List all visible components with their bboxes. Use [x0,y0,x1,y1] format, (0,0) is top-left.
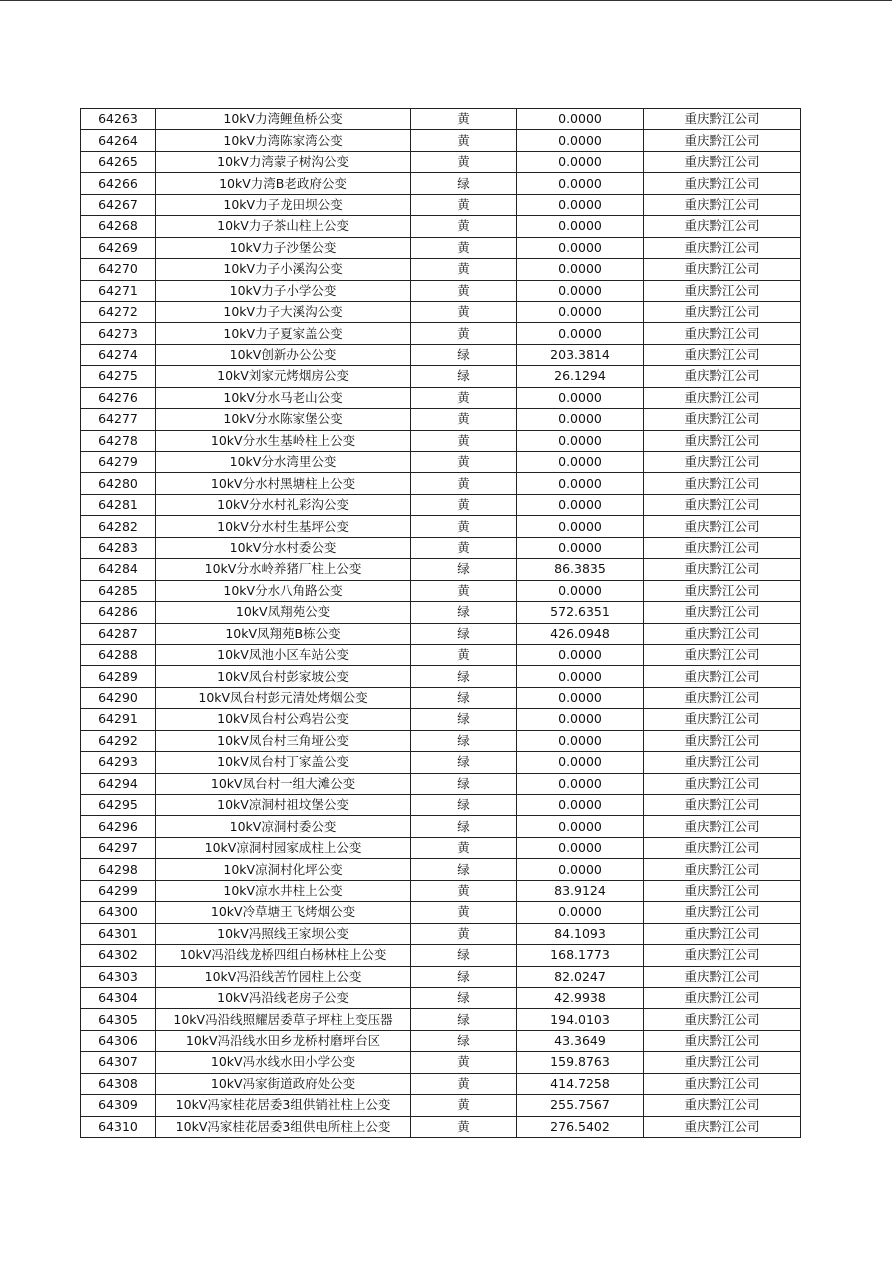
company-cell: 重庆黔江公司 [644,473,801,494]
row-id-cell: 64263 [81,109,156,130]
status-color-cell: 绿 [411,623,517,644]
transformer-name-cell: 10kV力子夏家盖公变 [156,323,411,344]
transformer-name-cell: 10kV分水湾里公变 [156,452,411,473]
row-id-cell: 64308 [81,1073,156,1094]
value-cell: 0.0000 [517,859,644,880]
company-cell: 重庆黔江公司 [644,173,801,194]
row-id-cell: 64309 [81,1095,156,1116]
table-row [81,923,801,944]
row-id-cell: 64293 [81,752,156,773]
value-cell: 0.0000 [517,837,644,858]
table-row [81,494,801,515]
status-color-cell: 黄 [411,880,517,901]
value-cell: 0.0000 [517,709,644,730]
table-row [81,409,801,430]
transformer-name-cell: 10kV力子小溪沟公变 [156,259,411,280]
transformer-name-cell: 10kV冯家桂花居委3组供电所柱上公变 [156,1116,411,1137]
company-cell: 重庆黔江公司 [644,644,801,665]
value-cell: 0.0000 [517,173,644,194]
transformer-name-cell: 10kV凉洞村委公变 [156,816,411,837]
status-color-cell: 绿 [411,795,517,816]
company-cell: 重庆黔江公司 [644,859,801,880]
status-color-cell: 绿 [411,559,517,580]
table-row [81,837,801,858]
value-cell: 42.9938 [517,987,644,1008]
transformer-name-cell: 10kV分水马老山公变 [156,387,411,408]
row-id-cell: 64296 [81,816,156,837]
company-cell: 重庆黔江公司 [644,559,801,580]
transformer-name-cell: 10kV力湾蒙子树沟公变 [156,151,411,172]
company-cell: 重庆黔江公司 [644,194,801,215]
company-cell: 重庆黔江公司 [644,923,801,944]
status-color-cell: 黄 [411,323,517,344]
company-cell: 重庆黔江公司 [644,409,801,430]
value-cell: 0.0000 [517,387,644,408]
row-id-cell: 64287 [81,623,156,644]
value-cell: 0.0000 [517,280,644,301]
company-cell: 重庆黔江公司 [644,151,801,172]
value-cell: 0.0000 [517,644,644,665]
row-id-cell: 64291 [81,709,156,730]
row-id-cell: 64285 [81,580,156,601]
company-cell: 重庆黔江公司 [644,280,801,301]
table-row [81,1116,801,1137]
table-row [81,130,801,151]
row-id-cell: 64307 [81,1052,156,1073]
table-row [81,902,801,923]
status-color-cell: 黄 [411,494,517,515]
row-id-cell: 64266 [81,173,156,194]
company-cell: 重庆黔江公司 [644,1009,801,1030]
table-row [81,880,801,901]
row-id-cell: 64269 [81,237,156,258]
value-cell: 159.8763 [517,1052,644,1073]
table-row [81,430,801,451]
status-color-cell: 黄 [411,301,517,322]
table-row [81,623,801,644]
transformer-name-cell: 10kV凤翔苑公变 [156,602,411,623]
value-cell: 414.7258 [517,1073,644,1094]
value-cell: 194.0103 [517,1009,644,1030]
status-color-cell: 黄 [411,1095,517,1116]
value-cell: 0.0000 [517,452,644,473]
table-row [81,473,801,494]
table-row [81,559,801,580]
value-cell: 43.3649 [517,1030,644,1051]
row-id-cell: 64280 [81,473,156,494]
transformer-name-cell: 10kV冯沿线老房子公变 [156,987,411,1008]
table-row [81,966,801,987]
transformer-name-cell: 10kV力湾B老政府公变 [156,173,411,194]
company-cell: 重庆黔江公司 [644,494,801,515]
transformer-name-cell: 10kV凤翔苑B栋公变 [156,623,411,644]
table-row [81,816,801,837]
table-row [81,516,801,537]
company-cell: 重庆黔江公司 [644,945,801,966]
table-row [81,644,801,665]
status-color-cell: 绿 [411,709,517,730]
table-row [81,323,801,344]
transformer-name-cell: 10kV凤池小区车站公变 [156,644,411,665]
row-id-cell: 64286 [81,602,156,623]
row-id-cell: 64279 [81,452,156,473]
value-cell: 84.1093 [517,923,644,944]
value-cell: 0.0000 [517,430,644,451]
status-color-cell: 黄 [411,151,517,172]
row-id-cell: 64305 [81,1009,156,1030]
value-cell: 0.0000 [517,130,644,151]
transformer-name-cell: 10kV力子龙田坝公变 [156,194,411,215]
value-cell: 0.0000 [517,580,644,601]
company-cell: 重庆黔江公司 [644,452,801,473]
table-row [81,366,801,387]
table-row [81,666,801,687]
row-id-cell: 64268 [81,216,156,237]
transformer-name-cell: 10kV分水岭养猪厂柱上公变 [156,559,411,580]
transformer-table [80,108,801,1138]
table-row [81,752,801,773]
value-cell: 0.0000 [517,730,644,751]
status-color-cell: 黄 [411,473,517,494]
table-row [81,109,801,130]
value-cell: 0.0000 [517,494,644,515]
status-color-cell: 绿 [411,773,517,794]
company-cell: 重庆黔江公司 [644,687,801,708]
transformer-name-cell: 10kV分水村礼彩沟公变 [156,494,411,515]
transformer-name-cell: 10kV刘家元烤烟房公变 [156,366,411,387]
row-id-cell: 64282 [81,516,156,537]
company-cell: 重庆黔江公司 [644,602,801,623]
company-cell: 重庆黔江公司 [644,773,801,794]
status-color-cell: 绿 [411,1030,517,1051]
value-cell: 0.0000 [517,301,644,322]
company-cell: 重庆黔江公司 [644,216,801,237]
status-color-cell: 绿 [411,366,517,387]
company-cell: 重庆黔江公司 [644,902,801,923]
status-color-cell: 黄 [411,452,517,473]
transformer-name-cell: 10kV冯照线王家坝公变 [156,923,411,944]
transformer-name-cell: 10kV力湾鲤鱼桥公变 [156,109,411,130]
row-id-cell: 64297 [81,837,156,858]
table-row [81,1009,801,1030]
status-color-cell: 绿 [411,1009,517,1030]
transformer-name-cell: 10kV力子沙堡公变 [156,237,411,258]
company-cell: 重庆黔江公司 [644,623,801,644]
transformer-name-cell: 10kV分水村黑塘柱上公变 [156,473,411,494]
value-cell: 0.0000 [517,194,644,215]
table-row [81,859,801,880]
company-cell: 重庆黔江公司 [644,366,801,387]
transformer-name-cell: 10kV冯水线水田小学公变 [156,1052,411,1073]
row-id-cell: 64288 [81,644,156,665]
transformer-name-cell: 10kV冯沿线照耀居委草子坪柱上变压器 [156,1009,411,1030]
company-cell: 重庆黔江公司 [644,1073,801,1094]
company-cell: 重庆黔江公司 [644,109,801,130]
status-color-cell: 绿 [411,859,517,880]
row-id-cell: 64271 [81,280,156,301]
transformer-name-cell: 10kV凉洞村化坪公变 [156,859,411,880]
table-row [81,709,801,730]
company-cell: 重庆黔江公司 [644,130,801,151]
table-row [81,280,801,301]
company-cell: 重庆黔江公司 [644,987,801,1008]
company-cell: 重庆黔江公司 [644,816,801,837]
row-id-cell: 64274 [81,344,156,365]
transformer-name-cell: 10kV分水生基岭柱上公变 [156,430,411,451]
transformer-name-cell: 10kV冯沿线龙桥四组白杨林柱上公变 [156,945,411,966]
status-color-cell: 绿 [411,945,517,966]
row-id-cell: 64302 [81,945,156,966]
status-color-cell: 黄 [411,430,517,451]
company-cell: 重庆黔江公司 [644,730,801,751]
value-cell: 0.0000 [517,109,644,130]
transformer-name-cell: 10kV凤台村彭元清处烤烟公变 [156,687,411,708]
table-row [81,194,801,215]
transformer-name-cell: 10kV力子大溪沟公变 [156,301,411,322]
table-row [81,151,801,172]
status-color-cell: 黄 [411,1052,517,1073]
row-id-cell: 64298 [81,859,156,880]
transformer-name-cell: 10kV分水村生基坪公变 [156,516,411,537]
value-cell: 26.1294 [517,366,644,387]
status-color-cell: 黄 [411,923,517,944]
table-row [81,173,801,194]
row-id-cell: 64304 [81,987,156,1008]
value-cell: 0.0000 [517,473,644,494]
company-cell: 重庆黔江公司 [644,837,801,858]
row-id-cell: 64270 [81,259,156,280]
transformer-name-cell: 10kV力子小学公变 [156,280,411,301]
status-color-cell: 绿 [411,666,517,687]
value-cell: 0.0000 [517,259,644,280]
status-color-cell: 绿 [411,752,517,773]
table-row [81,730,801,751]
row-id-cell: 64292 [81,730,156,751]
company-cell: 重庆黔江公司 [644,537,801,558]
status-color-cell: 黄 [411,109,517,130]
row-id-cell: 64301 [81,923,156,944]
company-cell: 重庆黔江公司 [644,516,801,537]
table-row [81,795,801,816]
row-id-cell: 64289 [81,666,156,687]
row-id-cell: 64281 [81,494,156,515]
row-id-cell: 64299 [81,880,156,901]
table-row [81,580,801,601]
table-row [81,1095,801,1116]
company-cell: 重庆黔江公司 [644,966,801,987]
row-id-cell: 64272 [81,301,156,322]
table-body [81,109,801,1138]
company-cell: 重庆黔江公司 [644,1095,801,1116]
company-cell: 重庆黔江公司 [644,666,801,687]
transformer-name-cell: 10kV力湾陈家湾公变 [156,130,411,151]
status-color-cell: 黄 [411,902,517,923]
value-cell: 0.0000 [517,409,644,430]
row-id-cell: 64303 [81,966,156,987]
table-row [81,387,801,408]
status-color-cell: 黄 [411,409,517,430]
row-id-cell: 64283 [81,537,156,558]
transformer-name-cell: 10kV分水陈家堡公变 [156,409,411,430]
value-cell: 276.5402 [517,1116,644,1137]
status-color-cell: 黄 [411,237,517,258]
table-row [81,237,801,258]
status-color-cell: 绿 [411,987,517,1008]
transformer-name-cell: 10kV冷草塘王飞烤烟公变 [156,902,411,923]
status-color-cell: 黄 [411,837,517,858]
row-id-cell: 64264 [81,130,156,151]
status-color-cell: 绿 [411,344,517,365]
row-id-cell: 64275 [81,366,156,387]
row-id-cell: 64306 [81,1030,156,1051]
value-cell: 0.0000 [517,516,644,537]
transformer-name-cell: 10kV凤台村丁家盖公变 [156,752,411,773]
transformer-name-cell: 10kV分水八角路公变 [156,580,411,601]
row-id-cell: 64278 [81,430,156,451]
table-row [81,452,801,473]
status-color-cell: 绿 [411,687,517,708]
table-row [81,537,801,558]
company-cell: 重庆黔江公司 [644,301,801,322]
value-cell: 0.0000 [517,816,644,837]
company-cell: 重庆黔江公司 [644,1052,801,1073]
value-cell: 0.0000 [517,323,644,344]
value-cell: 0.0000 [517,216,644,237]
table-row [81,773,801,794]
row-id-cell: 64277 [81,409,156,430]
row-id-cell: 64273 [81,323,156,344]
row-id-cell: 64267 [81,194,156,215]
status-color-cell: 黄 [411,580,517,601]
value-cell: 0.0000 [517,795,644,816]
transformer-name-cell: 10kV力子茶山柱上公变 [156,216,411,237]
status-color-cell: 绿 [411,602,517,623]
transformer-name-cell: 10kV凤台村彭家坡公变 [156,666,411,687]
company-cell: 重庆黔江公司 [644,237,801,258]
row-id-cell: 64295 [81,795,156,816]
value-cell: 572.6351 [517,602,644,623]
value-cell: 83.9124 [517,880,644,901]
transformer-name-cell: 10kV凤台村公鸡岩公变 [156,709,411,730]
table-row [81,602,801,623]
company-cell: 重庆黔江公司 [644,430,801,451]
table-row [81,259,801,280]
company-cell: 重庆黔江公司 [644,323,801,344]
transformer-name-cell: 10kV创新办公公变 [156,344,411,365]
row-id-cell: 64310 [81,1116,156,1137]
table-row [81,216,801,237]
company-cell: 重庆黔江公司 [644,709,801,730]
status-color-cell: 黄 [411,516,517,537]
company-cell: 重庆黔江公司 [644,880,801,901]
company-cell: 重庆黔江公司 [644,580,801,601]
status-color-cell: 绿 [411,816,517,837]
value-cell: 0.0000 [517,687,644,708]
status-color-cell: 黄 [411,1116,517,1137]
status-color-cell: 黄 [411,644,517,665]
value-cell: 0.0000 [517,666,644,687]
table-row [81,945,801,966]
table-row [81,987,801,1008]
company-cell: 重庆黔江公司 [644,1030,801,1051]
table-row [81,687,801,708]
transformer-name-cell: 10kV冯沿线水田乡龙桥村磨坪台区 [156,1030,411,1051]
row-id-cell: 64294 [81,773,156,794]
transformer-name-cell: 10kV冯沿线苦竹园柱上公变 [156,966,411,987]
value-cell: 0.0000 [517,537,644,558]
value-cell: 86.3835 [517,559,644,580]
status-color-cell: 黄 [411,216,517,237]
value-cell: 0.0000 [517,237,644,258]
row-id-cell: 64276 [81,387,156,408]
value-cell: 203.3814 [517,344,644,365]
value-cell: 426.0948 [517,623,644,644]
row-id-cell: 64265 [81,151,156,172]
status-color-cell: 黄 [411,537,517,558]
table-row [81,1052,801,1073]
table-row [81,1030,801,1051]
status-color-cell: 绿 [411,173,517,194]
company-cell: 重庆黔江公司 [644,259,801,280]
row-id-cell: 64300 [81,902,156,923]
row-id-cell: 64290 [81,687,156,708]
transformer-name-cell: 10kV凉水井柱上公变 [156,880,411,901]
status-color-cell: 绿 [411,730,517,751]
transformer-name-cell: 10kV冯家桂花居委3组供销社柱上公变 [156,1095,411,1116]
value-cell: 168.1773 [517,945,644,966]
transformer-name-cell: 10kV凤台村三角垭公变 [156,730,411,751]
value-cell: 0.0000 [517,773,644,794]
table-row [81,344,801,365]
value-cell: 82.0247 [517,966,644,987]
table-row [81,1073,801,1094]
status-color-cell: 绿 [411,966,517,987]
value-cell: 0.0000 [517,752,644,773]
value-cell: 255.7567 [517,1095,644,1116]
status-color-cell: 黄 [411,387,517,408]
company-cell: 重庆黔江公司 [644,344,801,365]
company-cell: 重庆黔江公司 [644,752,801,773]
company-cell: 重庆黔江公司 [644,387,801,408]
transformer-name-cell: 10kV凤台村一组大滩公变 [156,773,411,794]
transformer-name-cell: 10kV分水村委公变 [156,537,411,558]
table-row [81,301,801,322]
status-color-cell: 黄 [411,259,517,280]
page-top-rule [0,0,892,1]
company-cell: 重庆黔江公司 [644,1116,801,1137]
value-cell: 0.0000 [517,151,644,172]
value-cell: 0.0000 [517,902,644,923]
status-color-cell: 黄 [411,194,517,215]
status-color-cell: 黄 [411,130,517,151]
company-cell: 重庆黔江公司 [644,795,801,816]
transformer-name-cell: 10kV凉洞村祖坟堡公变 [156,795,411,816]
status-color-cell: 黄 [411,1073,517,1094]
transformer-name-cell: 10kV冯家街道政府处公变 [156,1073,411,1094]
row-id-cell: 64284 [81,559,156,580]
transformer-name-cell: 10kV凉洞村园家成柱上公变 [156,837,411,858]
status-color-cell: 黄 [411,280,517,301]
